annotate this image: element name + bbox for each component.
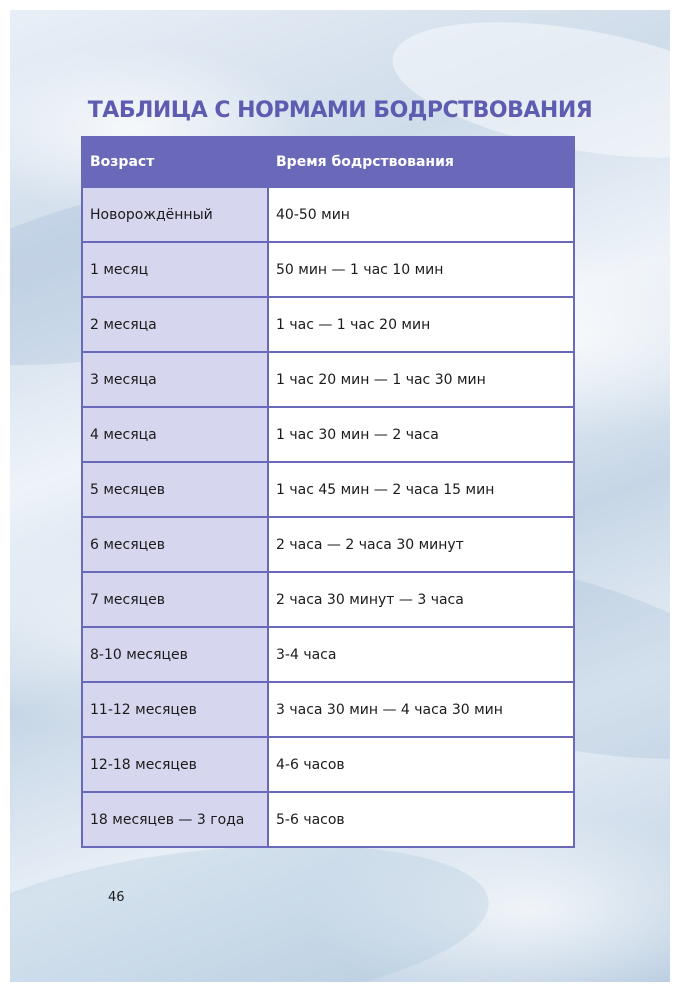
table-header-row xyxy=(82,137,574,187)
page-title: ТАБЛИЦА С НОРМАМИ БОДРСТВОВАНИЯ xyxy=(87,98,593,123)
table-row xyxy=(82,517,574,572)
book-page xyxy=(10,10,670,982)
time-cell: 2 часа — 2 часа 30 минут xyxy=(268,517,574,572)
age-cell: 7 месяцев xyxy=(82,572,268,627)
table-row xyxy=(82,297,574,352)
page-number: 46 xyxy=(108,890,125,905)
table-row xyxy=(82,407,574,462)
age-cell: 11-12 месяцев xyxy=(82,682,268,737)
age-cell: 3 месяца xyxy=(82,352,268,407)
age-cell: 1 месяц xyxy=(82,242,268,297)
header-time: Время бодрствования xyxy=(268,137,574,187)
age-cell: 18 месяцев — 3 года xyxy=(82,792,268,847)
time-cell: 1 час 30 мин — 2 часа xyxy=(268,407,574,462)
table-row xyxy=(82,187,574,242)
table-row xyxy=(82,572,574,627)
time-cell: 3 часа 30 мин — 4 часа 30 мин xyxy=(268,682,574,737)
age-cell: 8-10 месяцев xyxy=(82,627,268,682)
age-cell: 5 месяцев xyxy=(82,462,268,517)
time-cell: 1 час 45 мин — 2 часа 15 мин xyxy=(268,462,574,517)
time-cell: 3-4 часа xyxy=(268,627,574,682)
time-cell: 5-6 часов xyxy=(268,792,574,847)
header-age: Возраст xyxy=(82,137,268,187)
wakefulness-table xyxy=(81,136,575,848)
age-cell: Новорождённый xyxy=(82,187,268,242)
table-row xyxy=(82,737,574,792)
age-cell: 4 месяца xyxy=(82,407,268,462)
time-cell: 1 час — 1 час 20 мин xyxy=(268,297,574,352)
time-cell: 1 час 20 мин — 1 час 30 мин xyxy=(268,352,574,407)
time-cell: 50 мин — 1 час 10 мин xyxy=(268,242,574,297)
table-row xyxy=(82,682,574,737)
table-row xyxy=(82,352,574,407)
table-row xyxy=(82,242,574,297)
time-cell: 40-50 мин xyxy=(268,187,574,242)
table-row xyxy=(82,792,574,847)
table-row xyxy=(82,462,574,517)
age-cell: 6 месяцев xyxy=(82,517,268,572)
time-cell: 4-6 часов xyxy=(268,737,574,792)
table-row xyxy=(82,627,574,682)
age-cell: 2 месяца xyxy=(82,297,268,352)
time-cell: 2 часа 30 минут — 3 часа xyxy=(268,572,574,627)
age-cell: 12-18 месяцев xyxy=(82,737,268,792)
